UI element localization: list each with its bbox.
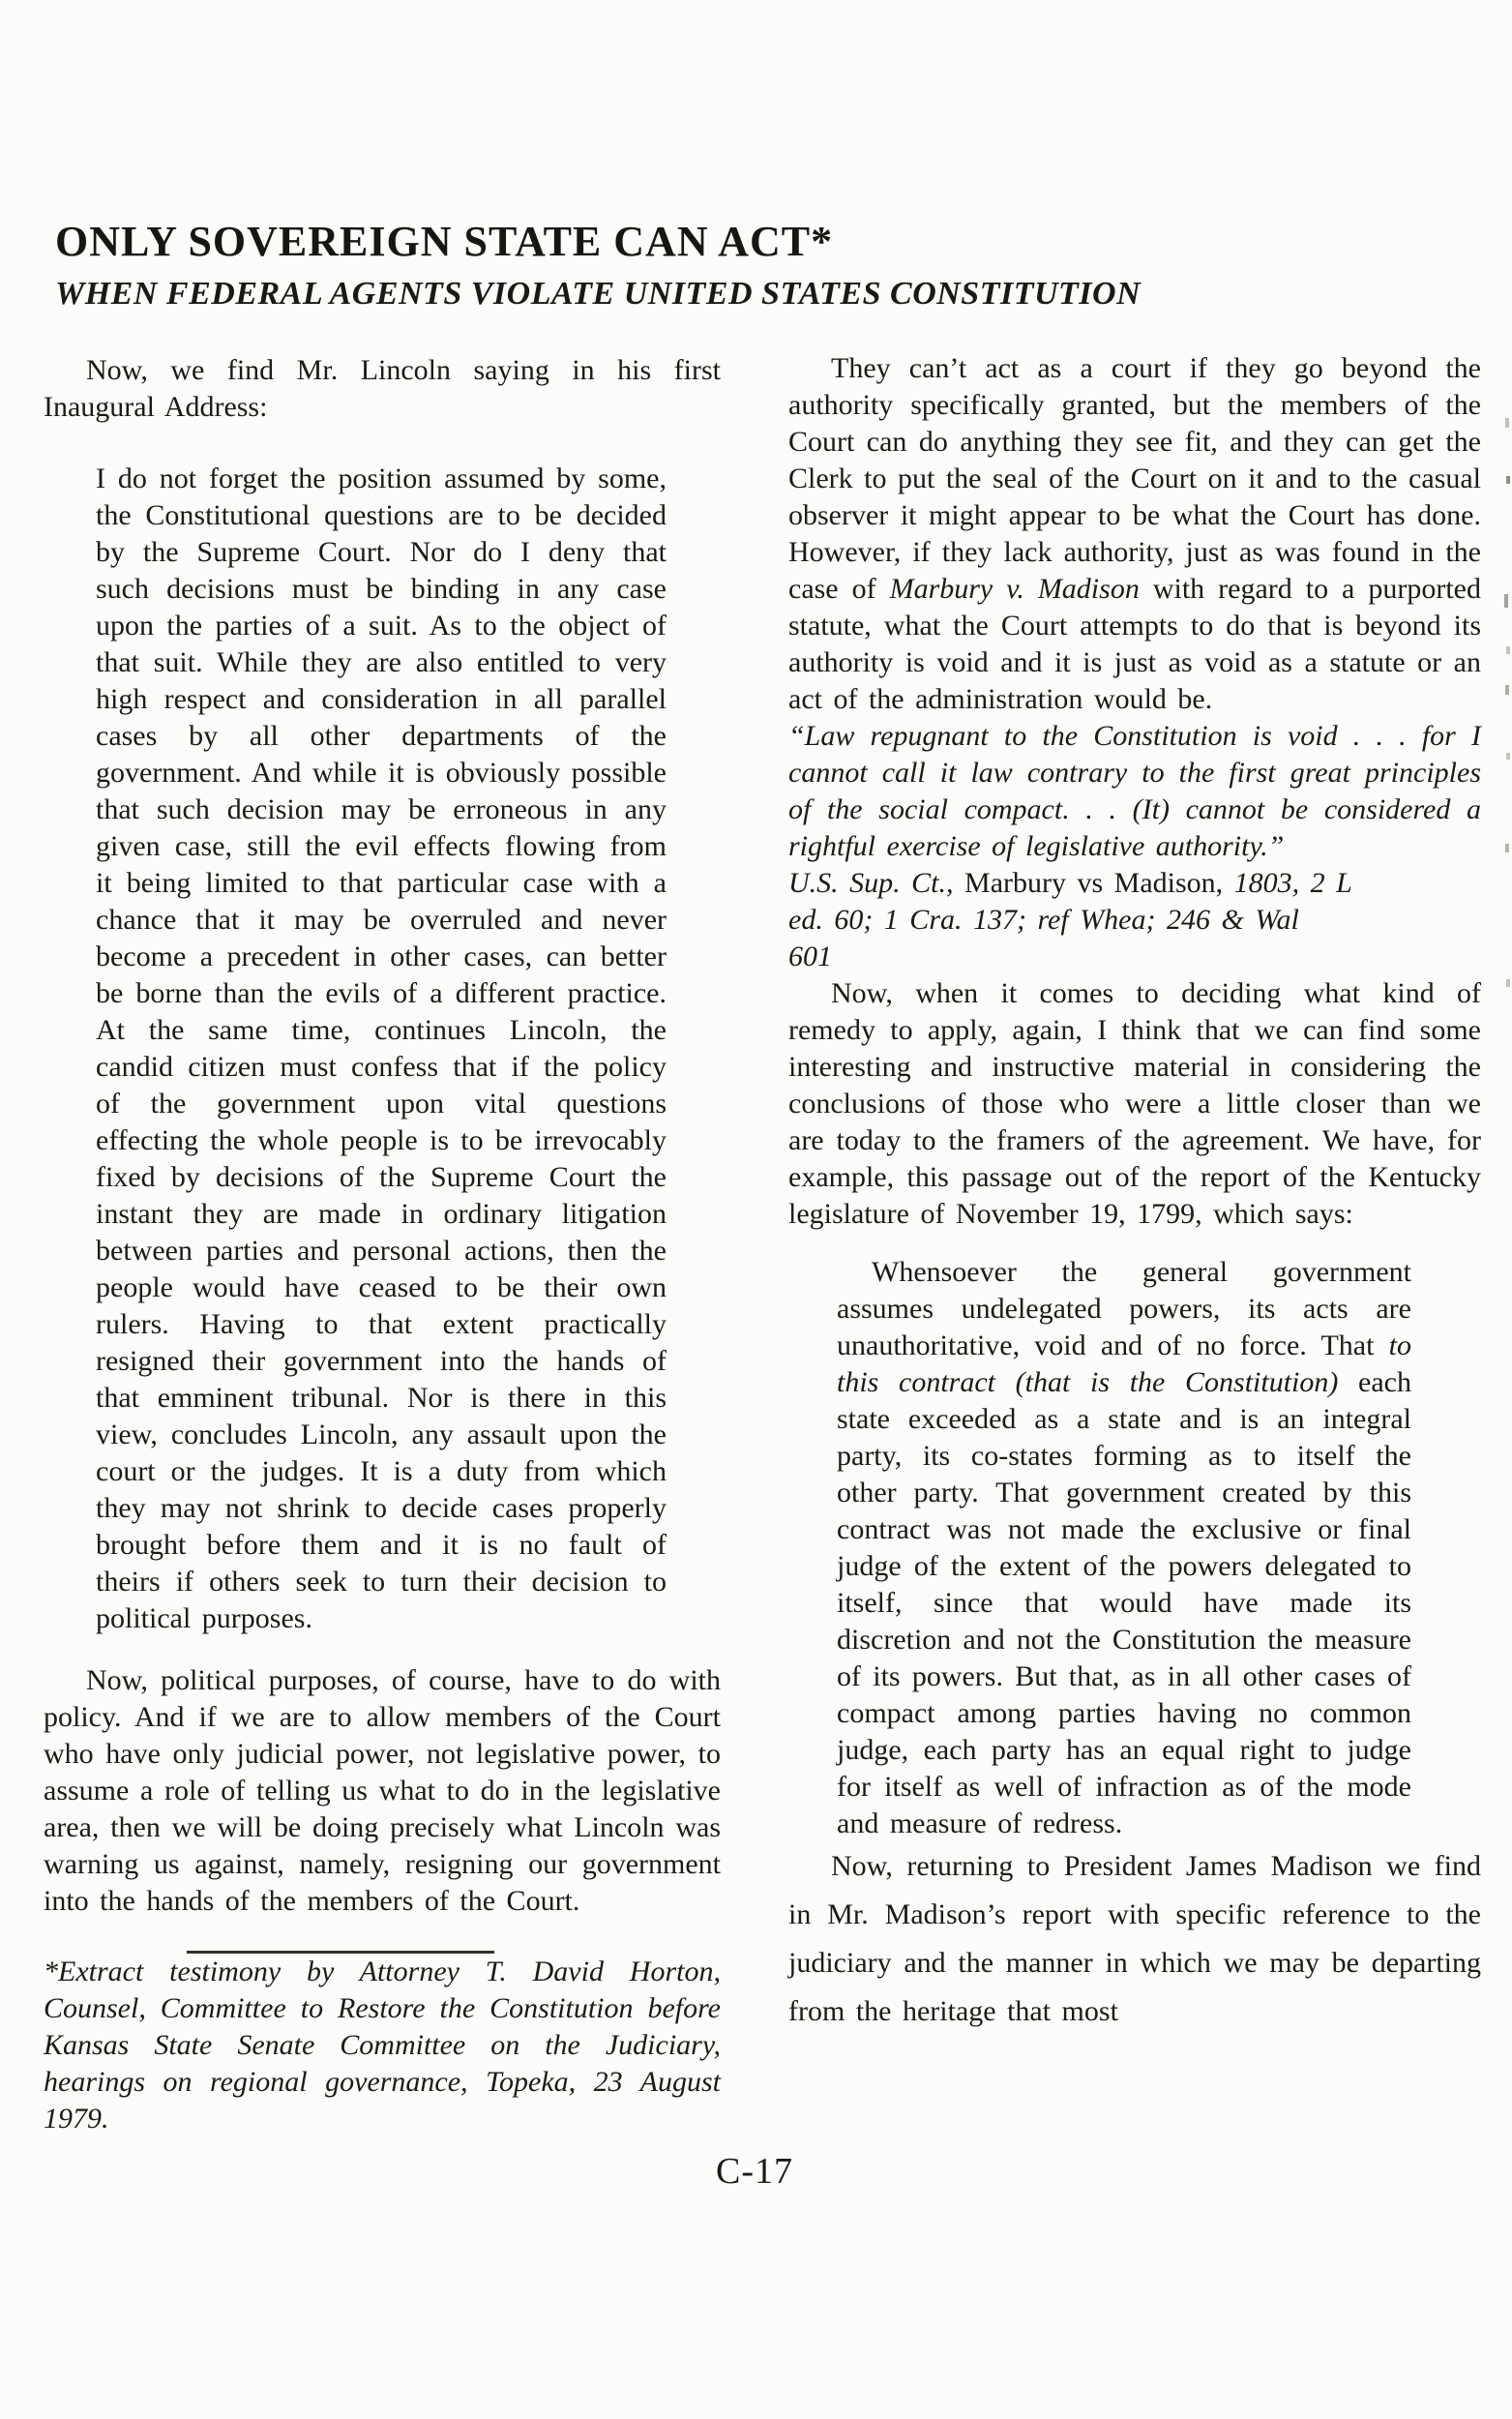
page-title: ONLY SOVEREIGN STATE CAN ACT* xyxy=(55,218,834,265)
page-number: C-17 xyxy=(716,2151,793,2192)
scan-artifact xyxy=(1505,418,1509,428)
page-subtitle: WHEN FEDERAL AGENTS VIOLATE UNITED STATES CONSTITUTION xyxy=(55,276,1141,312)
left-column xyxy=(44,352,721,2137)
citation-segment: Marbury vs Madison, xyxy=(953,867,1234,899)
scan-artifact xyxy=(1506,753,1510,760)
paragraph-remedy: Now, when it comes to deciding what kind of remedy to apply, again, I think that we can find some interesting and instructive material in considering the conclusions of those who were a little closer than we are today to the framers of the agreement. We have, for example, this passage out of the report of the Kentucky legislature of November 19, 1799, which says: xyxy=(788,977,1481,1230)
kentucky-quote-text xyxy=(837,1254,1411,1842)
quote-segment: each state exceeded as a state and is an integral party, its co-states forming as to itself the other party. That government created by this contract was not made the exclusive or final judge of the extent of the powers delegated to itself, since that would have made its discretion and not the Constitution the measure of its powers. But that, as in all other cases of compact among parties having no common judge, each party has an equal right to judge for itself as well of infraction as of the mode and measure of redress. xyxy=(837,1366,1411,1839)
lincoln-quote-block xyxy=(96,461,667,1637)
title-block xyxy=(55,217,1313,313)
case-name: Marbury v. Madison xyxy=(889,573,1140,605)
footnote-text: *Extract testimony by Attorney T. David Horton, Counsel, Committee to Restore the Constitution before Kansas State Senate Committee on the Judiciary, hearings on regional governance, Topeka, 23 August 1979. xyxy=(44,1956,721,2135)
paragraph-lincoln-intro: Now, we find Mr. Lincoln saying in his first Inaugural Address: xyxy=(44,354,721,423)
paragraph-madison: Now, returning to President James Madison we find in Mr. Madison’s report with specific reference to the judiciary and the manner in which we may be departing from the heritage that most xyxy=(788,1850,1481,2027)
scan-artifact xyxy=(1506,476,1510,484)
citation-segment: 1803, 2 L ed. 60; 1 Cra. 137; ref Whea; 246 & Wal 601 xyxy=(788,867,1352,972)
marbury-quote-text: “Law repugnant to the Constitution is void . . . for I cannot call it law contrary to the first great principles of the social compact. . . (It) cannot be considered a rightful exercise of legislative authority.” xyxy=(788,720,1481,862)
paragraph-segment: They can’t act as a court if they go beyond the authority specifically granted, but the members of the Court can do anything they see fit, and they can get the Clerk to put the seal of the Court on it and to the casual observer it might appear to be what the Court has done. However, if they lack authority, just as was found in the case of xyxy=(788,352,1482,605)
paragraph-court-authority xyxy=(788,350,1481,718)
right-column xyxy=(788,350,1481,2036)
scan-artifact xyxy=(1506,979,1510,987)
paragraph-segment: with regard to a purported statute, what the Court attempts to do that is beyond its authority is void and it is just as void as a statute or an act of the administration would be. xyxy=(788,573,1481,715)
paragraph-political-purposes: Now, political purposes, of course, have to do with policy. And if we are to allow members of the Court who have only judicial power, not legislative power, to assume a role of telling us what to do in the legislative area, then we will be doing precisely what Lincoln was warning us against, namely, resigning our government into the hands of the members of the Court. xyxy=(44,1664,721,1917)
quote-segment: Whensoever the general government assumes undelegated powers, its acts are unauthoritative, void and of no force. That xyxy=(837,1256,1411,1361)
scan-artifact xyxy=(1506,646,1510,654)
case-citation xyxy=(788,865,1353,975)
kentucky-quote-block xyxy=(837,1254,1411,1842)
scan-artifact xyxy=(1505,844,1509,852)
scan-artifact xyxy=(1505,685,1509,695)
scan-artifact xyxy=(1504,594,1508,608)
quote-segment-italic: to this contract (that is the Constitution) xyxy=(837,1329,1411,1398)
lincoln-quote-text: I do not forget the position assumed by some, the Constitutional questions are to be decided by the Supreme Court. Nor do I deny that such decisions must be binding in any case upon the parties of a suit. As to the object of that suit. While they are also entitled to very high respect and consideration in all parallel cases by all other departments of the government. And while it is obviously possible that such decision may be erroneous in any given case, still the evil effects flowing from it being limited to that particular case with a chance that it may be overruled and never become a precedent in other cases, can better be borne than the evils of a different practice. At the same time, continues Lincoln, the candid citizen must confess that if the policy of the government upon vital questions effecting the whole people is to be irrevocably fixed by decisions of the Supreme Court the instant they are made in ordinary litigation between parties and personal actions, then the people would have ceased to be their own rulers. Having to that extent practically resigned their government into the hands of that emminent tribunal. Nor is there in this view, concludes Lincoln, any assault upon the court or the judges. It is a duty from which they may not shrink to decide cases properly brought before them and it is no fault of theirs if others seek to turn their decision to political purposes. xyxy=(96,463,667,1634)
citation-segment: U.S. Sup. Ct., xyxy=(788,867,954,899)
